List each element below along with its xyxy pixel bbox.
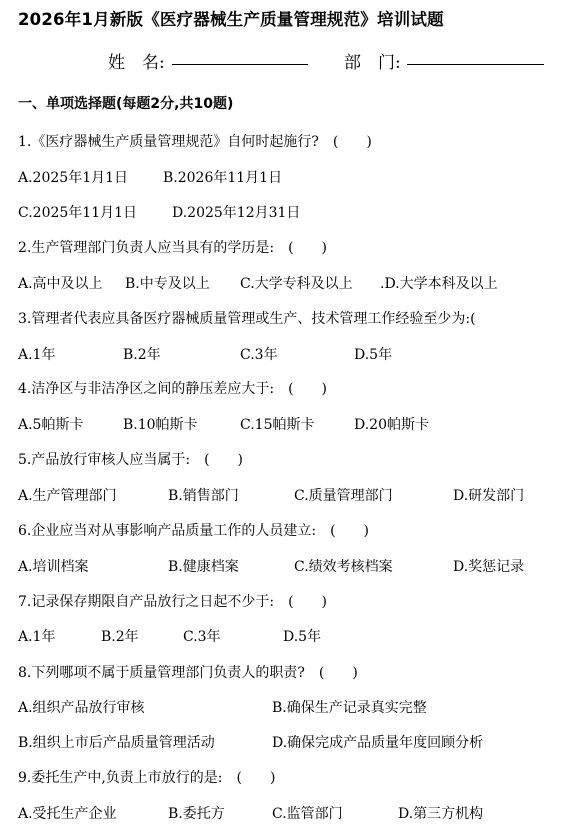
question-7-option-d: D.5年	[283, 629, 322, 645]
question-6-option-c: C.绩效考核档案	[294, 559, 393, 575]
question-5-option-b: B.销售部门	[168, 488, 239, 504]
question-2-option-c: C.大学专科及以上	[240, 276, 353, 292]
question-5-option-a: A.生产管理部门	[18, 488, 117, 504]
question-6: 6.企业应当对从事影响产品质量工作的人员建立: ( )	[18, 523, 369, 539]
question-6-option-d: D.奖惩记录	[453, 559, 525, 575]
name-field[interactable]	[172, 64, 308, 65]
question-8: 8.下列哪项不属于质量管理部门负责人的职责? ( )	[18, 665, 358, 681]
question-7-option-b: B.2年	[101, 629, 139, 645]
question-3-option-b: B.2年	[123, 347, 161, 363]
question-8-option-b: B.确保生产记录真实完整	[272, 700, 427, 716]
question-5-option-c: C.质量管理部门	[294, 488, 393, 504]
question-3: 3.管理者代表应具备医疗器械质量管理或生产、技术管理工作经验至少为:(	[18, 311, 476, 327]
question-2-option-b: B.中专及以上	[125, 276, 210, 292]
question-7: 7.记录保存期限自产品放行之日起不少于: ( )	[18, 594, 327, 610]
question-9-option-c: C.监管部门	[272, 806, 343, 822]
question-4: 4.洁净区与非洁净区之间的静压差应大于: ( )	[18, 381, 327, 397]
question-4-option-c: C.15帕斯卡	[240, 417, 315, 433]
question-9-option-a: A.受托生产企业	[18, 806, 117, 822]
document-title: 2026年1月新版《医疗器械生产质量管理规范》培训试题	[18, 10, 444, 29]
question-6-option-a: A.培训档案	[18, 559, 89, 575]
question-3-option-a: A.1年	[18, 347, 56, 363]
department-label: 部 门:	[344, 53, 401, 73]
question-1: 1.《医疗器械生产质量管理规范》自何时起施行? ( )	[18, 134, 372, 150]
question-2-option-d: .D.大学本科及以上	[380, 276, 498, 292]
question-8-option-c: B.组织上市后产品质量管理活动	[18, 735, 215, 751]
question-1-option-b: B.2026年11月1日	[163, 170, 283, 186]
question-5-option-d: D.研发部门	[453, 488, 525, 504]
question-3-option-c: C.3年	[240, 347, 278, 363]
question-4-option-b: B.10帕斯卡	[123, 417, 198, 433]
question-8-option-d: D.确保完成产品质量年度回顾分析	[272, 735, 484, 751]
question-3-option-d: D.5年	[354, 347, 393, 363]
section-title: 一、单项选择题(每题2分,共10题)	[18, 96, 234, 112]
question-4-option-d: D.20帕斯卡	[354, 417, 429, 433]
question-1-option-d: D.2025年12月31日	[172, 205, 301, 221]
question-9: 9.委托生产中,负责上市放行的是: ( )	[18, 770, 276, 786]
question-8-option-a: A.组织产品放行审核	[18, 700, 145, 716]
question-1-option-c: C.2025年11月1日	[18, 205, 138, 221]
name-label: 姓 名:	[108, 53, 165, 73]
question-1-option-a: A.2025年1月1日	[18, 170, 129, 186]
question-2-option-a: A.高中及以上	[18, 276, 103, 292]
question-9-option-b: B.委托方	[168, 806, 225, 822]
question-9-option-d: D.第三方机构	[398, 806, 484, 822]
question-7-option-a: A.1年	[18, 629, 56, 645]
question-4-option-a: A.5帕斯卡	[18, 417, 84, 433]
question-7-option-c: C.3年	[183, 629, 221, 645]
question-2: 2.生产管理部门负责人应当具有的学历是: ( )	[18, 240, 327, 256]
department-field[interactable]	[407, 64, 544, 65]
question-5: 5.产品放行审核人应当属于: ( )	[18, 452, 243, 468]
question-6-option-b: B.健康档案	[168, 559, 239, 575]
